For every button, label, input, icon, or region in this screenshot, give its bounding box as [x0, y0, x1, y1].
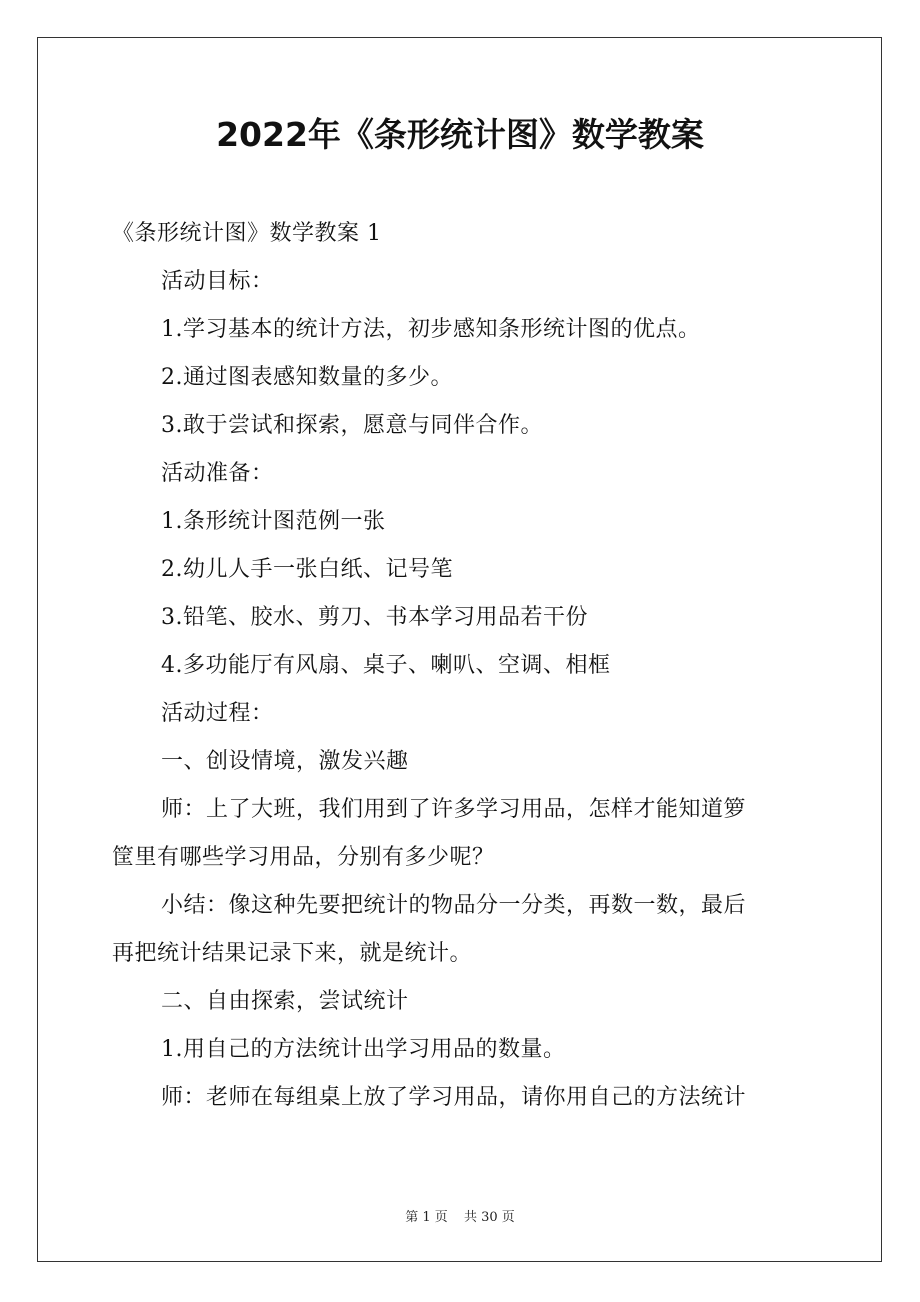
paragraph-line: 4.多功能厅有风扇、桌子、喇叭、空调、相框	[161, 653, 611, 678]
paragraph-line: 1.学习基本的统计方法，初步感知条形统计图的优点。	[161, 317, 701, 342]
paragraph-line: 1.条形统计图范例一张	[161, 509, 386, 534]
document-title: 2022年《条形统计图》数学教案	[216, 115, 704, 154]
paragraph-line: 小结：像这种先要把统计的物品分一分类，再数一数，最后	[161, 893, 747, 918]
paragraph-line: 2.通过图表感知数量的多少。	[161, 365, 453, 390]
paragraph-line: 3.铅笔、胶水、剪刀、书本学习用品若干份	[161, 605, 588, 630]
paragraph-line: 筐里有哪些学习用品，分别有多少呢？	[112, 845, 495, 870]
paragraph-line: 二、自由探索，尝试统计	[161, 989, 409, 1014]
page-footer	[0, 1206, 920, 1225]
paragraph-line: 活动过程：	[161, 701, 274, 726]
paragraph-line: 师：上了大班，我们用到了许多学习用品，怎样才能知道箩	[161, 797, 747, 822]
page-number: 第 1 页	[405, 1210, 448, 1225]
paragraph-line: 一、创设情境，激发兴趣	[161, 749, 409, 774]
page-total: 共 30 页	[463, 1210, 515, 1225]
paragraph-line: 2.幼儿人手一张白纸、记号笔	[161, 557, 453, 582]
paragraph-line: 1.用自己的方法统计出学习用品的数量。	[161, 1037, 566, 1062]
paragraph-line: 活动准备：	[161, 461, 274, 486]
paragraph-line: 活动目标：	[161, 269, 274, 294]
section-heading: 《条形统计图》数学教案 1	[112, 221, 382, 246]
paragraph-line: 师：老师在每组桌上放了学习用品，请你用自己的方法统计	[161, 1085, 747, 1110]
paragraph-line: 3.敢于尝试和探索，愿意与同伴合作。	[161, 413, 543, 438]
paragraph-line: 再把统计结果记录下来，就是统计。	[112, 941, 473, 966]
